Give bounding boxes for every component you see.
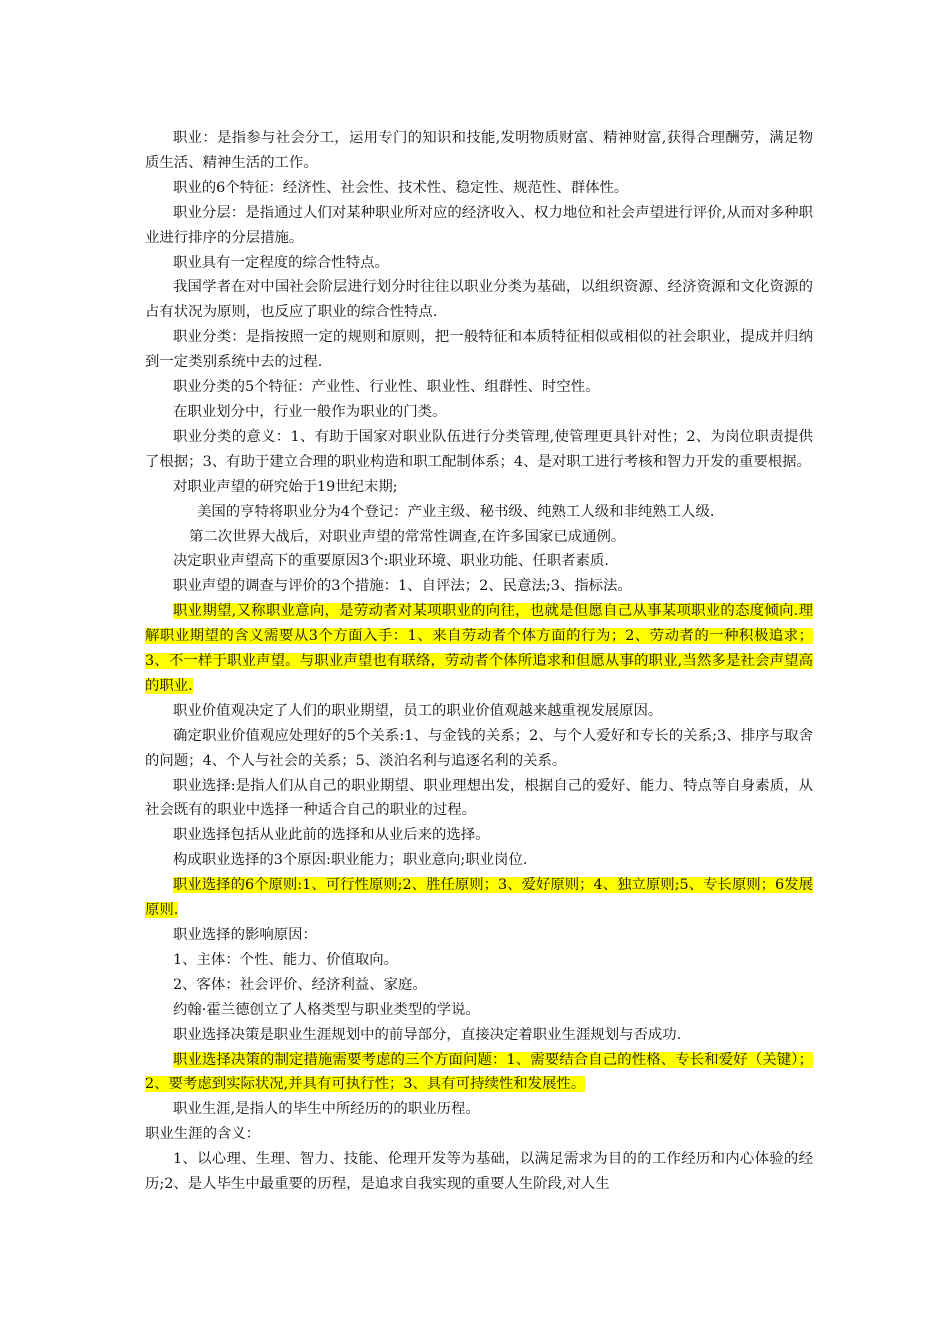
paragraph: 1、以心理、生理、智力、技能、伦理开发等为基础，以满足需求为目的的工作经历和内心体验的经历;2、是人毕生中最重要的历程，是追求自我实现的重要人生阶段,对人生 — [145, 1151, 813, 1193]
paragraph: 职业分类：是指按照一定的规则和原则，把一般特征和本质特征相似或相似的社会职业，提成并归纳到一定类别系统中去的过程. — [145, 329, 813, 371]
paragraph: 我国学者在对中国社会阶层进行划分时往往以职业分类为基础，以组织资源、经济资源和文化资源的占有状况为原则，也反应了职业的综合性特点. — [145, 279, 813, 321]
highlighted-paragraph — [145, 1048, 813, 1098]
paragraph: 职业选择决策是职业生涯规划中的前导部分，直接决定着职业生涯规划与否成功. — [173, 1026, 682, 1043]
paragraph: 职业具有一定程度的综合性特点。 — [173, 254, 389, 271]
paragraph: 职业选择的影响原因： — [173, 927, 317, 943]
paragraph: 职业选择:是指人们从自己的职业期望、职业理想出发，根据自己的爱好、能力、特点等自身素质，从社会既有的职业中选择一种适合自己的职业的过程。 — [145, 777, 813, 819]
highlighted-paragraph — [145, 599, 813, 699]
highlight-text: 职业期望,又称职业意向，是劳动者对某项职业的向往，也就是但愿自己从事某项职业的态度倾向.理解职业期望的含义需要从3个方面入手：1、来自劳动者个体方面的行为；2、劳动者的一种积极追求；3、不一样于职业声望。与职业声望也有联络，劳动者个体所追求和但愿从事的职业,当然多是社会声望高的职业. — [145, 603, 813, 694]
paragraph: 2、客体：社会评价、经济利益、家庭。 — [173, 976, 427, 993]
paragraph: 约翰·霍兰德创立了人格类型与职业类型的学说。 — [173, 1001, 480, 1018]
paragraph: 1、主体：个性、能力、价值取向。 — [173, 951, 399, 968]
paragraph: 职业分层：是指通过人们对某种职业所对应的经济收入、权力地位和社会声望进行评价,从而对多种职业进行排序的分层措施。 — [145, 204, 813, 246]
paragraph: 美国的亨特将职业分为4个登记：产业主级、秘书级、纯熟工人级和非纯熟工人级. — [197, 503, 715, 520]
paragraph: 职业的6个特征：经济性、社会性、技术性、稳定性、规范性、群体性。 — [173, 179, 629, 196]
paragraph: 职业声望的调查与评价的3个措施：1、自评法；2、民意法;3、指标法。 — [173, 578, 632, 595]
paragraph: 构成职业选择的3个原因:职业能力；职业意向;职业岗位. — [173, 852, 528, 869]
highlight-text: 职业选择决策的制定措施需要考虑的三个方面问题：1、需要结合自己的性格、专长和爱好（关键）；2、要考虑到实际状况,并具有可执行性；3、具有可持续性和发展性。 — [145, 1051, 813, 1093]
paragraph: 在职业划分中，行业一般作为职业的门类。 — [173, 403, 447, 420]
section-heading: 职业生涯的含义： — [145, 1126, 261, 1143]
paragraph: 职业选择包括从业此前的选择和从业后来的选择。 — [173, 827, 490, 844]
paragraph: 职业分类的5个特征：产业性、行业性、职业性、组群性、时空性。 — [173, 379, 600, 396]
paragraph: 第二次世界大战后，对职业声望的常常性调查,在许多国家已成通例。 — [189, 528, 626, 545]
paragraph: 对职业声望的研究始于19世纪末期; — [173, 478, 398, 495]
highlighted-paragraph — [145, 873, 813, 923]
document-body — [145, 126, 813, 1197]
paragraph: 职业分类的意义：1、有助于国家对职业队伍进行分类管理,使管理更具针对性；2、为岗位职责提供了根据；3、有助于建立合理的职业构造和职工配制体系；4、是对职工进行考核和智力开发的重要根据。 — [145, 428, 813, 470]
paragraph: 决定职业声望高下的重要原因3个:职业环境、职业功能、任职者素质. — [173, 553, 609, 570]
paragraph: 职业价值观决定了人们的职业期望，员工的职业价值观越来越重视发展原因。 — [173, 702, 663, 719]
paragraph: 职业生涯,是指人的毕生中所经历的的职业历程。 — [173, 1101, 480, 1118]
highlight-text: 职业选择的6个原则:1、可行性原则;2、胜任原则；3、爱好原则；4、独立原则;5、专长原则；6发展原则. — [145, 877, 813, 919]
paragraph: 确定职业价值观应处理好的5个关系:1、与金钱的关系；2、与个人爱好和专长的关系;3、排序与取舍的问题；4、个人与社会的关系；5、淡泊名利与追逐名利的关系。 — [145, 727, 813, 769]
paragraph: 职业：是指参与社会分工，运用专门的知识和技能,发明物质财富、精神财富,获得合理酬劳，满足物质生活、精神生活的工作。 — [145, 130, 813, 171]
